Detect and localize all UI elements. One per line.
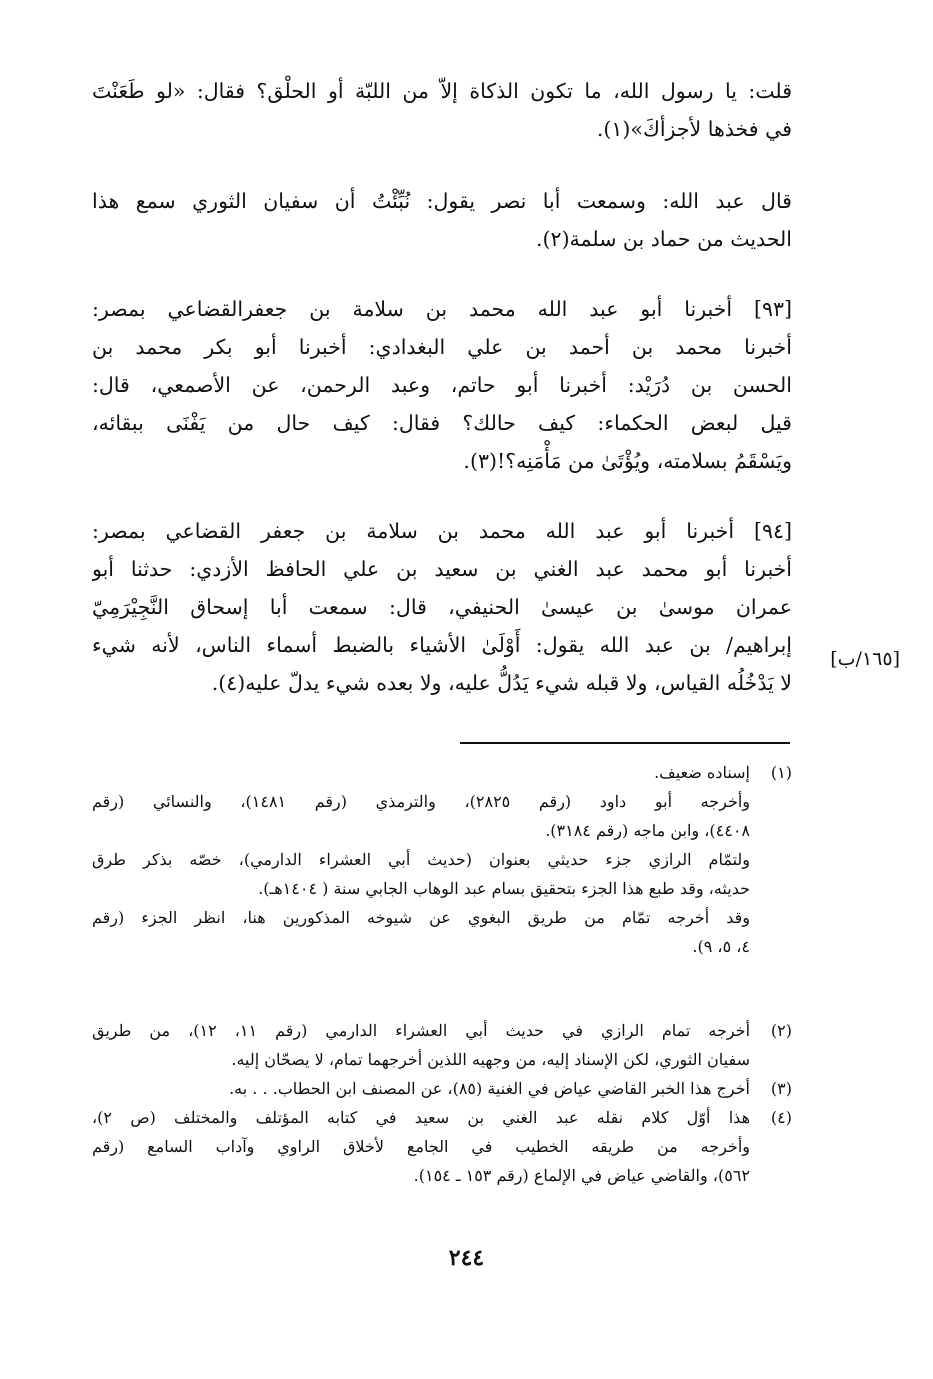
footnote xyxy=(92,903,792,961)
text-line: أخبرنا أبو محمد عبد الغني بن سعيد بن علي الحافظ الأزدي: حدثنا أبو xyxy=(92,557,792,581)
manuscript-folio-ref: [١٦٥/ب] xyxy=(830,648,900,670)
text-line: الحديث من حماد بن سلمة(٢). xyxy=(536,227,792,251)
footnote xyxy=(92,1016,792,1074)
footnote-line: ٤، ٥، ٩). xyxy=(692,937,750,956)
text-line: أخبرنا محمد بن أحمد بن علي البغدادي: أخبرنا أبو بكر محمد بن xyxy=(92,335,792,359)
footnote xyxy=(92,787,792,845)
text-line: في فخذها لأجزأكَ»(١). xyxy=(596,117,792,141)
footnote-line: حديثه، وقد طبع هذا الجزء بتحقيق بسام عبد الوهاب الجابي سنة ( ١٤٠٤هـ). xyxy=(258,879,750,898)
text-line: عمران موسىٰ بن عيسىٰ الحنيفي، قال: سمعت أبا إسحاق النَّجِيْرَمِيّ xyxy=(92,595,792,619)
footnotes-1 xyxy=(92,758,792,961)
text-line: إبراهيم/ بن عبد الله يقول: أَوْلَىٰ الأشياء بالضبط أسماء الناس، لأنه شيء xyxy=(92,633,792,657)
paragraph-2 xyxy=(92,182,792,258)
footnote-line: وأخرجه أبو داود (رقم ٢٨٢٥)، والترمذي (رقم ١٤٨١)، والنسائي (رقم xyxy=(92,792,751,811)
footnote-line: هذا أوّل كلام نقله عبد الغني بن سعيد في كتابه المؤتلف والمختلف (ص ٢)، xyxy=(92,1108,750,1127)
text-line: قلت: يا رسول الله، ما تكون الذكاة إلاّ من اللبّة أو الحلْق؟ فقال: «لو طَعَنْتَ xyxy=(92,79,792,103)
footnote-line: إسناده ضعيف. xyxy=(654,763,750,782)
page-number: ٢٤٤ xyxy=(448,1245,485,1271)
text-line: [٩٣] أخبرنا أبو عبد الله محمد بن سلامة بن جعفرالقضاعي بمصر: xyxy=(92,297,792,321)
footnote-line: وأخرجه من طريقه الخطيب في الجامع لأخلاق الراوي وآداب السامع (رقم xyxy=(92,1137,750,1156)
footnote-divider xyxy=(460,742,790,744)
footnotes-2 xyxy=(92,1016,792,1190)
footnote xyxy=(92,758,792,787)
paragraph-93 xyxy=(92,290,792,480)
text-line: [٩٤] أخبرنا أبو عبد الله محمد بن سلامة بن جعفر القضاعي بمصر: xyxy=(92,519,792,543)
footnote xyxy=(92,1074,792,1103)
footnote-number: (٢) xyxy=(770,1021,792,1040)
footnote-number: (١) xyxy=(770,763,792,782)
footnote xyxy=(92,845,792,903)
footnote-line: سفيان الثوري، لكن الإسناد إليه، من وجهيه اللذين أخرجهما تمام، لا يصحّان إليه. xyxy=(231,1050,750,1069)
footnote-number: (٤) xyxy=(770,1108,792,1127)
footnote xyxy=(92,1103,792,1190)
text-line: قيل لبعض الحكماء: كيف حالك؟ فقال: كيف حال من يَفْنَى ببقائه، xyxy=(92,411,792,435)
footnote-number: (٣) xyxy=(770,1079,792,1098)
footnote-line: أخرج هذا الخبر القاضي عياض في الغنية (٨٥)، عن المصنف ابن الحطاب. . . به. xyxy=(229,1079,750,1098)
paragraph-94 xyxy=(92,512,792,702)
text-line: الحسن بن دُرَيْد: أخبرنا أبو حاتم، وعبد الرحمن، عن الأصمعي، قال: xyxy=(92,373,792,397)
footnote-line: ٤٤٠٨)، وابن ماجه (رقم ٣١٨٤). xyxy=(545,821,750,840)
footnote-line: ولتمّام الرازي جزء حديثي بعنوان (حديث أبي العشراء الدارمي)، خصّه بذكر طرق xyxy=(92,850,750,869)
footnote-line: ٥٦٢)، والقاضي عياض في الإلماع (رقم ١٥٣ ـ ١٥٤). xyxy=(413,1166,750,1185)
text-line: لا يَدْخُلُه القياس، ولا قبله شيء يَدُلُّ عليه، ولا بعده شيء يدلّ عليه(٤). xyxy=(211,671,792,695)
paragraph-1 xyxy=(92,72,792,148)
footnote-line: وقد أخرجه تمّام من طريق البغوي عن شيوخه المذكورين هنا، انظر الجزء (رقم xyxy=(92,908,750,927)
footnote-line: أخرجه تمام الرازي في حديث أبي العشراء الدارمي (رقم ١١، ١٢)، من طريق xyxy=(92,1021,751,1040)
text-line: ويَسْقَمُ بسلامته، ويُؤْتَىٰ من مَأْمَنِه؟!(٣). xyxy=(463,449,792,473)
text-line: قال عبد الله: وسمعت أبا نصر يقول: نُبِّئْتُ أن سفيان الثوري سمع هذا xyxy=(92,189,792,213)
